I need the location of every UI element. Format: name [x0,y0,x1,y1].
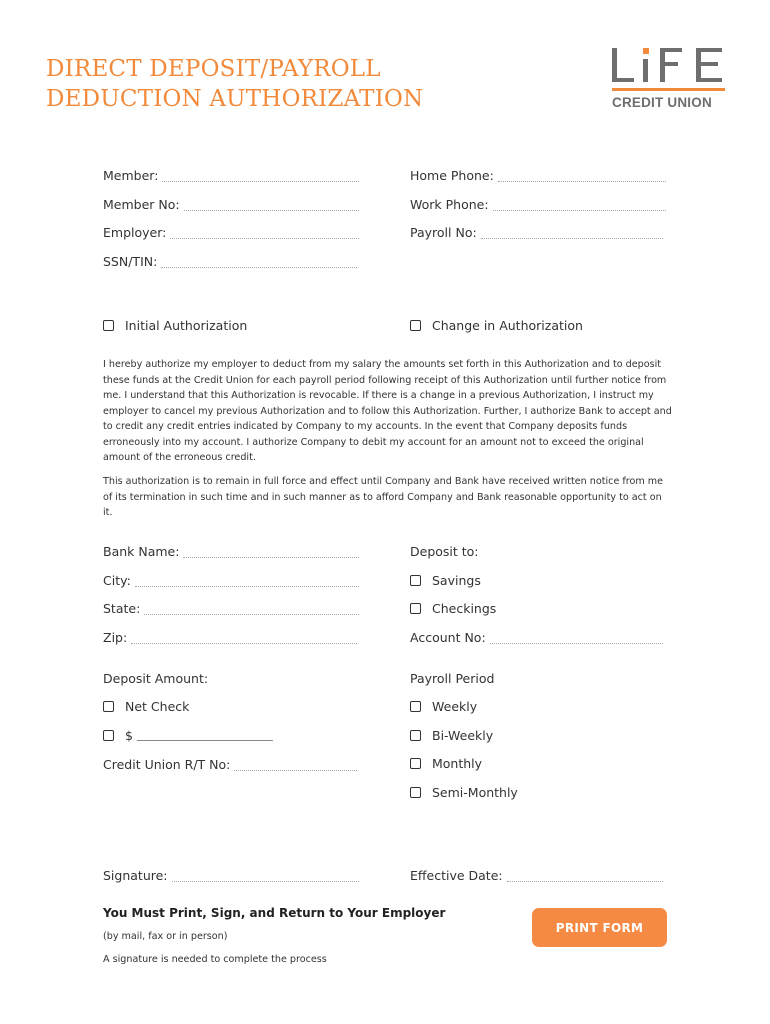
effective-date-label: Effective Date: [410,868,503,883]
home-phone-label: Home Phone: [410,168,494,183]
logo-divider [612,88,725,91]
print-form-button[interactable]: PRINT FORM [532,908,667,947]
checkbox-square-icon[interactable] [410,320,421,331]
checkbox-square-icon[interactable] [410,701,421,712]
payroll-no-label: Payroll No: [410,225,477,240]
ssn-tin-label: SSN/TIN: [103,254,158,269]
savings-label: Savings [432,573,481,588]
deposit-to-label: Deposit to: [410,544,479,559]
employer-input-line[interactable] [170,238,359,239]
form-title-line-1: DIRECT DEPOSIT/PAYROLL [46,56,381,82]
form-title-line-2: DEDUCTION AUTHORIZATION [46,86,424,112]
monthly-checkbox[interactable] [410,756,482,771]
deposit-amount-label: Deposit Amount: [103,671,209,686]
dollar-amount-checkbox[interactable] [103,728,133,743]
credit-union-rt-no-label: Credit Union R/T No: [103,757,231,772]
signature-note: A signature is needed to complete the process [103,954,327,965]
employer-field[interactable] [103,225,359,240]
checkbox-square-icon[interactable] [410,603,421,614]
state-label: State: [103,601,141,616]
semi-monthly-checkbox[interactable] [410,785,518,800]
effective-date-field[interactable] [410,868,663,883]
work-phone-input-line[interactable] [493,210,666,211]
form-title [46,54,423,114]
checkbox-square-icon[interactable] [410,575,421,586]
savings-checkbox[interactable] [410,573,481,588]
delivery-note: (by mail, fax or in person) [103,931,228,942]
payroll-period-label: Payroll Period [410,671,495,686]
initial-authorization-checkbox[interactable] [103,318,247,333]
account-no-label: Account No: [410,630,486,645]
work-phone-field[interactable] [410,197,666,212]
checkbox-square-icon[interactable] [410,787,421,798]
member-no-field[interactable] [103,197,359,212]
bank-name-input-line[interactable] [183,557,359,558]
employer-label: Employer: [103,225,167,240]
dollar-sign-label: $ [125,728,133,743]
change-authorization-label: Change in Authorization [432,318,583,333]
weekly-label: Weekly [432,699,478,714]
credit-union-rt-no-field[interactable] [103,757,357,772]
city-label: City: [103,573,131,588]
signature-label: Signature: [103,868,168,883]
bank-name-field[interactable] [103,544,359,559]
net-check-checkbox[interactable] [103,699,189,714]
city-input-line[interactable] [135,586,359,587]
home-phone-field[interactable] [410,168,666,183]
member-label: Member: [103,168,159,183]
dollar-amount-input-line[interactable] [137,740,273,741]
life-credit-union-logo [612,48,726,110]
zip-field[interactable] [103,630,357,645]
monthly-label: Monthly [432,756,483,771]
member-field[interactable] [103,168,359,183]
zip-label: Zip: [103,630,128,645]
home-phone-input-line[interactable] [498,181,666,182]
payroll-no-input-line[interactable] [481,238,663,239]
member-input-line[interactable] [162,181,359,182]
signature-input-line[interactable] [172,881,359,882]
checkbox-square-icon[interactable] [103,320,114,331]
logo-subtitle: CREDIT UNION [612,95,712,110]
ssn-tin-field[interactable] [103,254,357,269]
checkbox-square-icon[interactable] [103,730,114,741]
account-no-input-line[interactable] [490,643,663,644]
member-no-input-line[interactable] [184,210,359,211]
checkbox-square-icon[interactable] [103,701,114,712]
checkings-label: Checkings [432,601,497,616]
state-input-line[interactable] [144,614,359,615]
life-wordmark [612,48,726,84]
checkbox-square-icon[interactable] [410,730,421,741]
effective-date-input-line[interactable] [507,881,663,882]
checkbox-square-icon[interactable] [410,758,421,769]
authorization-paragraph: I hereby authorize my employer to deduct from my salary the amounts set forth in this Authorization and to deposit these funds at the Credit Union for each payroll period following receipt of this Authorization until further notice from me. I understand that this Authorization is revocable. If there is a change in a previous Authorization, I instruct my employer to cancel my previous Authorization and to follow this Authorization. Further, I authorize Bank to accept and to credit any credit entries indicated by Company to my accounts. In the event that Company deposits funds erroneously into my account. I authorize Company to debit my account for an amount not to exceed the original amount of the erroneous credit. [103,359,672,463]
bi-weekly-label: Bi-Weekly [432,728,494,743]
member-no-label: Member No: [103,197,180,212]
signature-field[interactable] [103,868,359,883]
bank-name-label: Bank Name: [103,544,180,559]
credit-union-rt-no-input-line[interactable] [234,770,357,771]
termination-paragraph: This authorization is to remain in full force and effect until Company and Bank have received written notice from me of its termination in such time and in such manner as to afford Company and Bank reasonable opportunity to act on it. [103,476,664,518]
semi-monthly-label: Semi-Monthly [432,785,518,800]
net-check-label: Net Check [125,699,190,714]
account-no-field[interactable] [410,630,663,645]
print-instructions-heading: You Must Print, Sign, and Return to Your Employer [103,906,446,920]
zip-input-line[interactable] [131,643,357,644]
bi-weekly-checkbox[interactable] [410,728,493,743]
state-field[interactable] [103,601,359,616]
weekly-checkbox[interactable] [410,699,477,714]
payroll-no-field[interactable] [410,225,663,240]
city-field[interactable] [103,573,359,588]
change-authorization-checkbox[interactable] [410,318,583,333]
initial-authorization-label: Initial Authorization [125,318,248,333]
ssn-tin-input-line[interactable] [161,267,357,268]
checkings-checkbox[interactable] [410,601,496,616]
work-phone-label: Work Phone: [410,197,489,212]
